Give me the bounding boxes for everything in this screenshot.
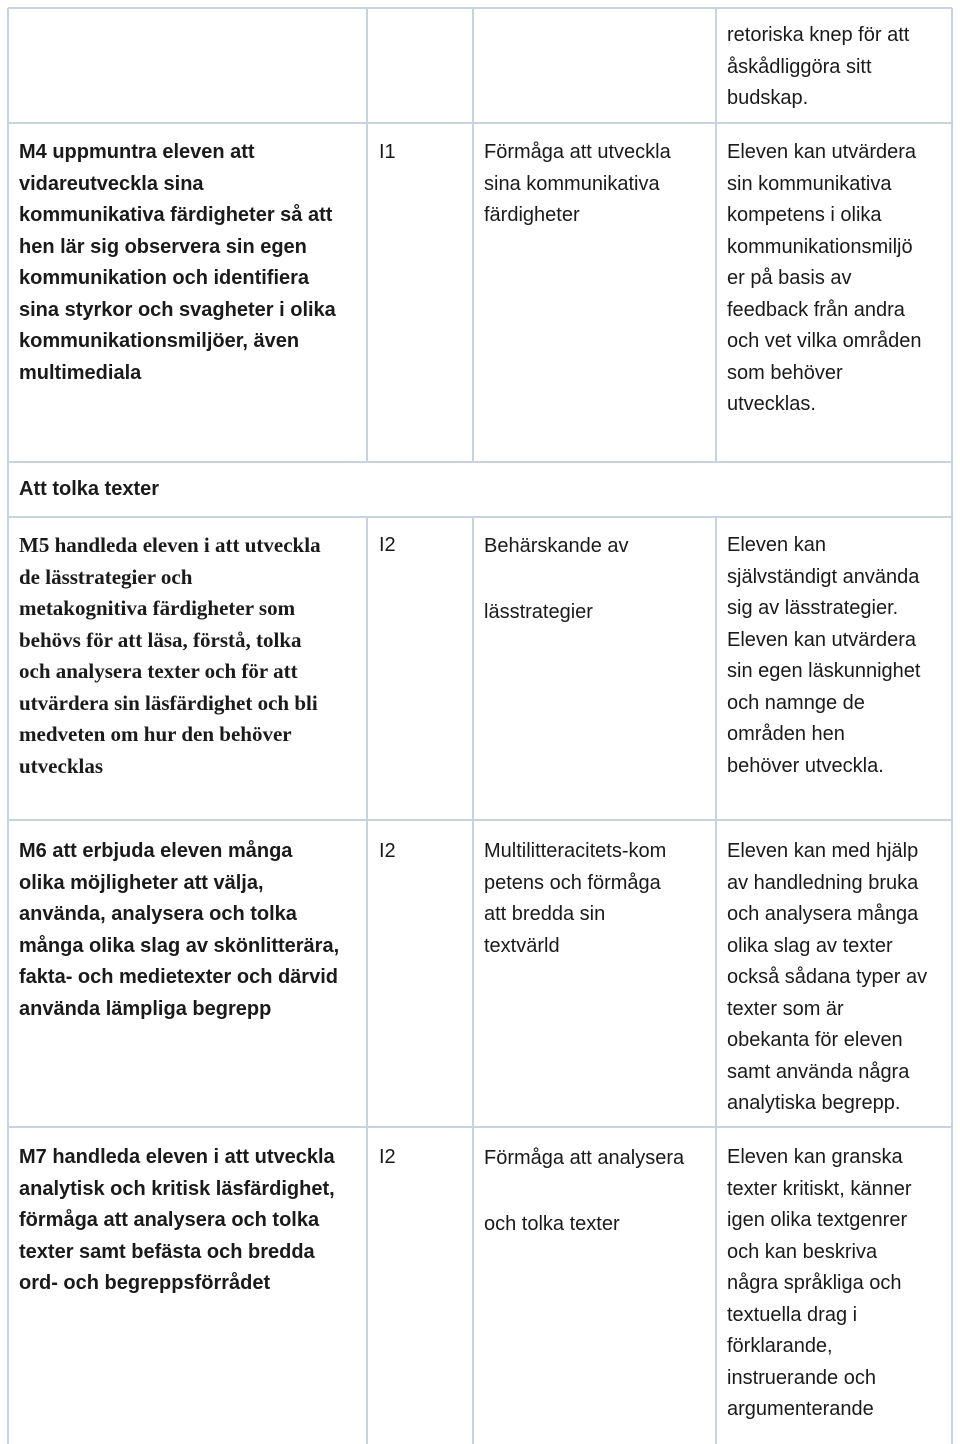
m6-area-cell	[379, 836, 396, 868]
section-heading	[19, 474, 159, 506]
m6-objective-cell	[19, 836, 339, 1025]
m4-objective-line: M4 uppmuntra eleven att	[19, 141, 255, 163]
m4-objective-line: vidareutveckla sina	[19, 172, 204, 195]
m7-criteria-line: några språkliga och	[727, 1272, 902, 1294]
m4-criteria-line: er på basis av	[727, 267, 852, 289]
m5-objective-line: de lässtrategier och	[19, 564, 193, 589]
m7-content-line: Förmåga att analysera	[484, 1147, 685, 1169]
m4-objective-line: sina styrkor och svagheter i olika	[19, 298, 336, 321]
m6-content-line: Multilitteracitets-kom	[484, 840, 667, 862]
m7-criteria-line: instruerande och	[727, 1366, 876, 1389]
m5-content-cell	[484, 513, 629, 645]
section-heading-text: Att tolka texter	[19, 478, 160, 500]
m7-objective-line: analytisk och kritisk läsfärdighet,	[19, 1177, 335, 1200]
m7-criteria-line: och kan beskriva	[727, 1240, 878, 1263]
m5-objective-line: metakognitiva färdigheter som	[19, 596, 296, 620]
m4-criteria-line: kompetens i olika	[727, 204, 882, 226]
m7-criteria-line: igen olika textgenrer	[727, 1209, 908, 1231]
m6-criteria-line: av handledning bruka	[727, 871, 919, 894]
m6-criteria-line: samt använda några	[727, 1060, 910, 1083]
m6-content-line: textvärld	[484, 934, 560, 957]
m5-criteria-line: sig av lässtrategier.	[727, 597, 899, 619]
m6-criteria-line: också sådana typer av	[727, 966, 928, 988]
m6-criteria-line: olika slag av texter	[727, 934, 893, 957]
m7-area-cell	[379, 1142, 396, 1174]
m5-criteria-line: och namnge de	[727, 691, 865, 714]
m7-objective-line: M7 handleda eleven i att utveckla	[19, 1146, 335, 1168]
m6-criteria-line: texter som är	[727, 997, 844, 1020]
m4-criteria-line: sin kommunikativa	[727, 172, 892, 195]
m4-criteria-line: Eleven kan utvärdera	[727, 141, 917, 163]
m4-area: I1	[379, 141, 396, 163]
m6-objective-line: använda lämpliga begrepp	[19, 997, 272, 1020]
m5-criteria-line: behöver utveckla.	[727, 754, 884, 777]
m6-criteria-line: Eleven kan med hjälp	[727, 840, 919, 862]
m4-content-line: Förmåga att utveckla	[484, 141, 671, 163]
m7-criteria-line: argumenterande	[727, 1398, 874, 1420]
m5-objective-line: M5 handleda eleven i att utveckla	[19, 533, 321, 557]
m5-objective-line: utvecklas	[19, 753, 103, 778]
m4-objective-cell	[19, 137, 336, 389]
top-criteria-line: budskap.	[727, 87, 809, 109]
m6-criteria-line: och analysera många	[727, 903, 919, 925]
m7-criteria-line: Eleven kan granska	[727, 1146, 903, 1168]
m4-objective-line: kommunikativa färdigheter så att	[19, 204, 333, 226]
m5-objective-line: behövs för att läsa, förstå, tolka	[19, 627, 302, 652]
m5-content-line: Behärskande av	[484, 535, 629, 557]
m5-objective-line: utvärdera sin läsfärdighet och bli	[19, 690, 318, 715]
m5-area-cell	[379, 530, 396, 562]
m7-content-line: och tolka texter	[484, 1213, 620, 1235]
top-criteria-cell	[727, 20, 909, 115]
m6-objective-line: M6 att erbjuda eleven många	[19, 840, 293, 862]
m4-objective-line: kommunikation och identifiera	[19, 267, 310, 289]
m6-content-cell	[484, 836, 666, 962]
m4-criteria-line: som behöver	[727, 361, 843, 384]
m6-objective-line: många olika slag av skönlitterära,	[19, 934, 340, 957]
m7-content-cell	[484, 1125, 684, 1257]
m5-objective-line: medveten om hur den behöver	[19, 722, 292, 746]
m7-objective-cell	[19, 1142, 335, 1300]
top-criteria-line: retoriska knep för att	[727, 24, 910, 46]
m7-criteria-line: förklarande,	[727, 1335, 833, 1357]
m7-objective-line: texter samt befästa och bredda	[19, 1240, 315, 1263]
m6-content-line: att bredda sin	[484, 903, 606, 925]
m6-criteria-line: analytiska begrepp.	[727, 1092, 901, 1114]
m7-objective-line: ord- och begreppsförrådet	[19, 1272, 271, 1294]
m4-content-cell	[484, 137, 671, 232]
m6-criteria-cell	[727, 836, 927, 1120]
m4-area-cell	[379, 137, 396, 169]
m7-area: I2	[379, 1146, 396, 1168]
m4-objective-line: multimediala	[19, 361, 142, 384]
m6-content-line: petens och förmåga	[484, 871, 661, 894]
m6-objective-line: fakta- och medietexter och därvid	[19, 966, 338, 988]
m5-objective-cell	[19, 530, 321, 782]
m7-objective-line: förmåga att analysera och tolka	[19, 1209, 320, 1231]
m6-objective-line: olika möjligheter att välja,	[19, 871, 264, 894]
m6-criteria-line: obekanta för eleven	[727, 1029, 903, 1051]
m5-criteria-cell	[727, 530, 920, 782]
m6-area: I2	[379, 840, 396, 862]
m5-criteria-line: områden hen	[727, 723, 845, 745]
m5-criteria-line: sin egen läskunnighet	[727, 660, 921, 682]
m5-area: I2	[379, 534, 396, 556]
top-criteria-line: åskådliggöra sitt	[727, 55, 872, 78]
m6-objective-line: använda, analysera och tolka	[19, 903, 297, 925]
m4-content-line: färdigheter	[484, 204, 580, 226]
m4-content-line: sina kommunikativa	[484, 172, 660, 195]
m5-criteria-line: självständigt använda	[727, 565, 920, 588]
m5-content-line: lässtrategier	[484, 601, 593, 623]
m4-criteria-line: och vet vilka områden	[727, 330, 922, 352]
m7-criteria-line: texter kritiskt, känner	[727, 1177, 912, 1200]
m4-objective-line: kommunikationsmiljöer, även	[19, 330, 300, 352]
m5-criteria-line: Eleven kan utvärdera	[727, 628, 917, 651]
m7-criteria-cell	[727, 1142, 912, 1426]
m5-objective-line: och analysera texter och för att	[19, 659, 298, 683]
m4-criteria-line: kommunikationsmiljö	[727, 235, 913, 258]
m4-objective-line: hen lär sig observera sin egen	[19, 235, 307, 258]
m4-criteria-line: utvecklas.	[727, 393, 816, 415]
m7-criteria-line: textuella drag i	[727, 1303, 858, 1326]
m4-criteria-line: feedback från andra	[727, 298, 905, 321]
m5-criteria-line: Eleven kan	[727, 534, 826, 556]
m4-criteria-cell	[727, 137, 922, 421]
